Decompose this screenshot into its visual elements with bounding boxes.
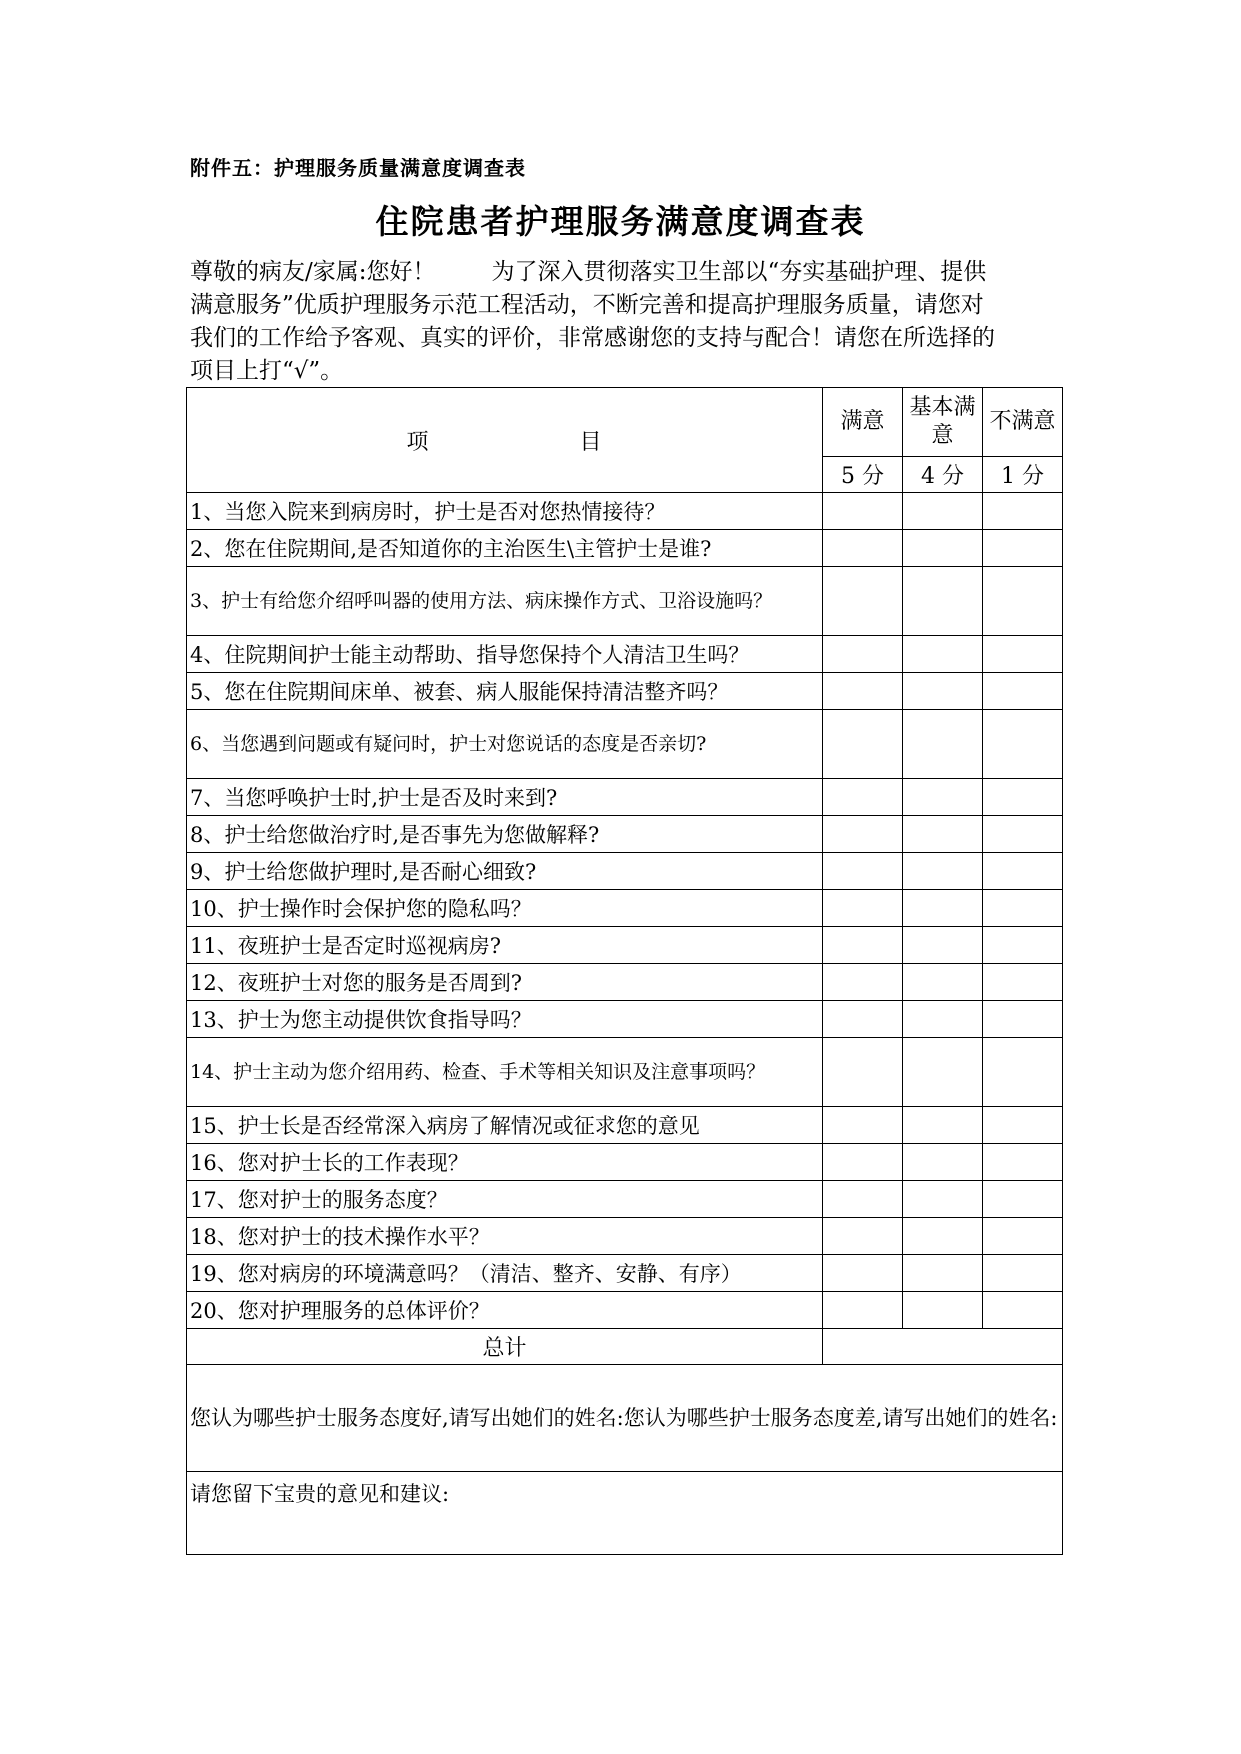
rating-cell-basically-satisfied[interactable] bbox=[903, 530, 983, 567]
suggestions-field[interactable]: 请您留下宝贵的意见和建议: bbox=[187, 1472, 1063, 1555]
rating-cell-satisfied[interactable] bbox=[823, 493, 903, 530]
rating-cell-unsatisfied[interactable] bbox=[983, 964, 1063, 1001]
rating-cell-unsatisfied[interactable] bbox=[983, 1001, 1063, 1038]
rating-cell-unsatisfied[interactable] bbox=[983, 779, 1063, 816]
question-row bbox=[187, 1181, 1063, 1218]
rating-cell-unsatisfied[interactable] bbox=[983, 567, 1063, 636]
rating-cell-basically-satisfied[interactable] bbox=[903, 1038, 983, 1107]
question-text: 13、护士为您主动提供饮食指导吗？ bbox=[187, 1001, 823, 1038]
total-row bbox=[187, 1329, 1063, 1365]
question-text: 10、护士操作时会保护您的隐私吗？ bbox=[187, 890, 823, 927]
rating-cell-basically-satisfied[interactable] bbox=[903, 1107, 983, 1144]
rating-cell-satisfied[interactable] bbox=[823, 673, 903, 710]
question-text: 8、护士给您做治疗时,是否事先为您做解释? bbox=[187, 816, 823, 853]
rating-cell-satisfied[interactable] bbox=[823, 567, 903, 636]
question-row bbox=[187, 1038, 1063, 1107]
rating-cell-satisfied[interactable] bbox=[823, 1107, 903, 1144]
intro-line-2: 满意服务”优质护理服务示范工程活动，不断完善和提高护理服务质量，请您对 bbox=[190, 292, 984, 318]
question-text: 5、您在住院期间床单、被套、病人服能保持清洁整齐吗？ bbox=[187, 673, 823, 710]
question-row bbox=[187, 1292, 1063, 1329]
question-text: 6、当您遇到问题或有疑问时，护士对您说话的态度是否亲切? bbox=[187, 710, 823, 779]
rating-cell-satisfied[interactable] bbox=[823, 1218, 903, 1255]
header-row bbox=[187, 388, 1063, 457]
rating-cell-basically-satisfied[interactable] bbox=[903, 964, 983, 1001]
rating-cell-satisfied[interactable] bbox=[823, 1181, 903, 1218]
question-text: 12、夜班护士对您的服务是否周到? bbox=[187, 964, 823, 1001]
question-text: 9、护士给您做护理时,是否耐心细致? bbox=[187, 853, 823, 890]
survey-table bbox=[186, 387, 1063, 1555]
rating-cell-satisfied[interactable] bbox=[823, 816, 903, 853]
intro-line-1-rest: 为了深入贯彻落实卫生部以“夯实基础护理、提供 bbox=[491, 259, 987, 285]
rating-cell-basically-satisfied[interactable] bbox=[903, 853, 983, 890]
question-row bbox=[187, 1218, 1063, 1255]
page-title: 住院患者护理服务满意度调查表 bbox=[375, 202, 866, 241]
rating-header-satisfied: 满意 bbox=[823, 388, 903, 457]
rating-cell-unsatisfied[interactable] bbox=[983, 636, 1063, 673]
question-text: 3、护士有给您介绍呼叫器的使用方法、病床操作方式、卫浴设施吗？ bbox=[187, 567, 823, 636]
item-column-header: 项 目 bbox=[187, 388, 823, 493]
intro-greeting: 尊敬的病友/家属:您好！ bbox=[190, 259, 436, 285]
rating-cell-unsatisfied[interactable] bbox=[983, 927, 1063, 964]
rating-cell-satisfied[interactable] bbox=[823, 1292, 903, 1329]
rating-cell-satisfied[interactable] bbox=[823, 636, 903, 673]
rating-cell-basically-satisfied[interactable] bbox=[903, 567, 983, 636]
rating-cell-unsatisfied[interactable] bbox=[983, 710, 1063, 779]
rating-header-basically-satisfied: 基本满意 bbox=[903, 388, 983, 457]
total-value-cell[interactable] bbox=[823, 1329, 1063, 1365]
rating-cell-satisfied[interactable] bbox=[823, 530, 903, 567]
question-row bbox=[187, 567, 1063, 636]
question-text: 19、您对病房的环境满意吗？（清洁、整齐、安静、有序） bbox=[187, 1255, 823, 1292]
score-unsatisfied: 1 分 bbox=[983, 457, 1063, 493]
rating-cell-unsatisfied[interactable] bbox=[983, 1218, 1063, 1255]
question-text: 2、您在住院期间,是否知道你的主治医生\主管护士是谁? bbox=[187, 530, 823, 567]
question-text: 17、您对护士的服务态度？ bbox=[187, 1181, 823, 1218]
rating-cell-unsatisfied[interactable] bbox=[983, 1292, 1063, 1329]
rating-cell-basically-satisfied[interactable] bbox=[903, 710, 983, 779]
question-text: 11、夜班护士是否定时巡视病房? bbox=[187, 927, 823, 964]
rating-cell-basically-satisfied[interactable] bbox=[903, 1292, 983, 1329]
rating-cell-unsatisfied[interactable] bbox=[983, 1181, 1063, 1218]
question-row bbox=[187, 927, 1063, 964]
question-text: 18、您对护士的技术操作水平？ bbox=[187, 1218, 823, 1255]
attachment-label: 附件五：护理服务质量满意度调查表 bbox=[190, 156, 526, 180]
rating-cell-basically-satisfied[interactable] bbox=[903, 493, 983, 530]
rating-cell-basically-satisfied[interactable] bbox=[903, 779, 983, 816]
rating-cell-basically-satisfied[interactable] bbox=[903, 1181, 983, 1218]
rating-cell-satisfied[interactable] bbox=[823, 710, 903, 779]
rating-cell-basically-satisfied[interactable] bbox=[903, 1001, 983, 1038]
score-satisfied: 5 分 bbox=[823, 457, 903, 493]
total-label: 总计 bbox=[187, 1329, 823, 1365]
rating-cell-basically-satisfied[interactable] bbox=[903, 1144, 983, 1181]
nurse-names-row bbox=[187, 1365, 1063, 1472]
question-row bbox=[187, 530, 1063, 567]
intro-paragraph bbox=[190, 256, 1060, 388]
rating-cell-unsatisfied[interactable] bbox=[983, 853, 1063, 890]
question-row bbox=[187, 710, 1063, 779]
nurse-names-field[interactable]: 您认为哪些护士服务态度好,请写出她们的姓名:您认为哪些护士服务态度差,请写出她们的姓名: bbox=[187, 1365, 1063, 1472]
question-row bbox=[187, 636, 1063, 673]
rating-cell-basically-satisfied[interactable] bbox=[903, 1255, 983, 1292]
rating-cell-basically-satisfied[interactable] bbox=[903, 1218, 983, 1255]
rating-cell-unsatisfied[interactable] bbox=[983, 1038, 1063, 1107]
rating-cell-satisfied[interactable] bbox=[823, 964, 903, 1001]
question-row bbox=[187, 853, 1063, 890]
rating-cell-unsatisfied[interactable] bbox=[983, 530, 1063, 567]
question-row bbox=[187, 1144, 1063, 1181]
rating-cell-unsatisfied[interactable] bbox=[983, 1255, 1063, 1292]
question-row bbox=[187, 890, 1063, 927]
rating-cell-basically-satisfied[interactable] bbox=[903, 816, 983, 853]
rating-cell-satisfied[interactable] bbox=[823, 853, 903, 890]
rating-cell-unsatisfied[interactable] bbox=[983, 1144, 1063, 1181]
question-row bbox=[187, 964, 1063, 1001]
rating-cell-basically-satisfied[interactable] bbox=[903, 636, 983, 673]
rating-cell-satisfied[interactable] bbox=[823, 1255, 903, 1292]
rating-cell-unsatisfied[interactable] bbox=[983, 673, 1063, 710]
question-row bbox=[187, 816, 1063, 853]
question-row bbox=[187, 673, 1063, 710]
rating-cell-basically-satisfied[interactable] bbox=[903, 927, 983, 964]
question-text: 1、当您入院来到病房时，护士是否对您热情接待？ bbox=[187, 493, 823, 530]
rating-cell-satisfied[interactable] bbox=[823, 779, 903, 816]
rating-cell-unsatisfied[interactable] bbox=[983, 816, 1063, 853]
question-row bbox=[187, 493, 1063, 530]
rating-cell-satisfied[interactable] bbox=[823, 1001, 903, 1038]
rating-cell-basically-satisfied[interactable] bbox=[903, 890, 983, 927]
rating-cell-unsatisfied[interactable] bbox=[983, 493, 1063, 530]
question-row bbox=[187, 1255, 1063, 1292]
rating-cell-satisfied[interactable] bbox=[823, 927, 903, 964]
rating-cell-unsatisfied[interactable] bbox=[983, 890, 1063, 927]
question-text: 4、住院期间护士能主动帮助、指导您保持个人清洁卫生吗？ bbox=[187, 636, 823, 673]
question-row bbox=[187, 1107, 1063, 1144]
intro-line-1 bbox=[190, 256, 1060, 289]
rating-cell-unsatisfied[interactable] bbox=[983, 1107, 1063, 1144]
question-row bbox=[187, 779, 1063, 816]
rating-cell-satisfied[interactable] bbox=[823, 1144, 903, 1181]
rating-cell-basically-satisfied[interactable] bbox=[903, 673, 983, 710]
question-text: 7、当您呼唤护士时,护士是否及时来到? bbox=[187, 779, 823, 816]
rating-cell-satisfied[interactable] bbox=[823, 890, 903, 927]
score-basically-satisfied: 4 分 bbox=[903, 457, 983, 493]
question-text: 14、护士主动为您介绍用药、检查、手术等相关知识及注意事项吗？ bbox=[187, 1038, 823, 1107]
intro-line-4: 项目上打“√”。 bbox=[190, 358, 344, 384]
question-text: 20、您对护理服务的总体评价？ bbox=[187, 1292, 823, 1329]
question-text: 16、您对护士长的工作表现？ bbox=[187, 1144, 823, 1181]
intro-line-3: 我们的工作给予客观、真实的评价，非常感谢您的支持与配合！请您在所选择的 bbox=[190, 325, 995, 351]
suggestions-row bbox=[187, 1472, 1063, 1555]
rating-header-unsatisfied: 不满意 bbox=[983, 388, 1063, 457]
rating-cell-satisfied[interactable] bbox=[823, 1038, 903, 1107]
question-text: 15、护士长是否经常深入病房了解情况或征求您的意见 bbox=[187, 1107, 823, 1144]
question-row bbox=[187, 1001, 1063, 1038]
